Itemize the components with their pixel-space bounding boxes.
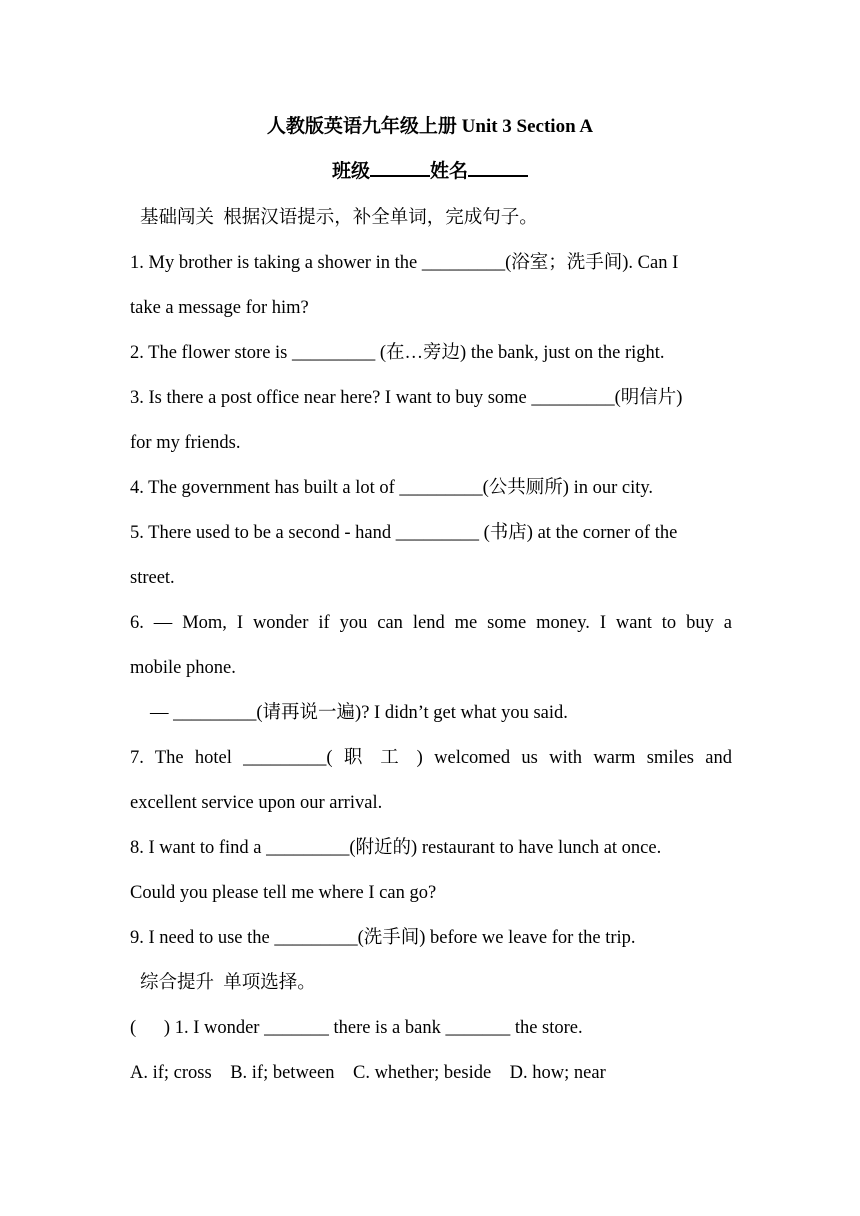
class-blank[interactable] xyxy=(370,157,430,177)
choice-options: A. if; cross B. if; between C. whether; beside D. how; near xyxy=(130,1063,606,1083)
question-line: Could you please tell me where I can go? xyxy=(130,883,437,903)
question-line: excellent service upon our arrival. xyxy=(130,793,383,813)
page-title: 人教版英语九年级上册 Unit 3 Section A xyxy=(266,116,594,137)
name-label: 姓名 xyxy=(430,161,469,182)
question-line: street. xyxy=(130,568,175,588)
question-line: 7. The hotel _________( 职 工 ) welcomed us with warm smiles and xyxy=(130,748,732,768)
question-line: 8. I want to find a _________(附近的) restaurant to have lunch at once. xyxy=(130,838,662,858)
section1-heading: 基础闯关 根据汉语提示，补全单词，完成句子。 xyxy=(140,208,538,228)
question-line: for my friends. xyxy=(130,433,241,453)
question-line: 5. There used to be a second - hand _________ (书店) at the corner of the xyxy=(130,523,678,543)
name-blank[interactable] xyxy=(468,157,528,177)
question-line: 4. The government has built a lot of _________(公共厕所) in our city. xyxy=(130,478,654,498)
question-line: — _________(请再说一遍)? I didn’t get what you said. xyxy=(150,703,568,723)
question-line: 9. I need to use the _________(洗手间) before we leave for the trip. xyxy=(130,928,636,948)
question-line: 6. — Mom, I wonder if you can lend me some money. I want to buy a xyxy=(130,613,732,633)
question-line: take a message for him? xyxy=(130,298,309,318)
question-line: 1. My brother is taking a shower in the _________(浴室；洗手间). Can I xyxy=(130,253,679,273)
class-label: 班级 xyxy=(331,161,370,182)
worksheet-content xyxy=(130,196,732,1096)
student-info xyxy=(0,157,860,187)
choice-question: ( ) 1. I wonder _______ there is a bank _______ the store. xyxy=(130,1018,583,1038)
question-line: 2. The flower store is _________ (在…旁边) the bank, just on the right. xyxy=(130,343,665,363)
section2-heading: 综合提升 单项选择。 xyxy=(140,973,316,993)
question-line: mobile phone. xyxy=(130,658,236,678)
question-line: 3. Is there a post office near here? I want to buy some _________(明信片) xyxy=(130,388,683,408)
